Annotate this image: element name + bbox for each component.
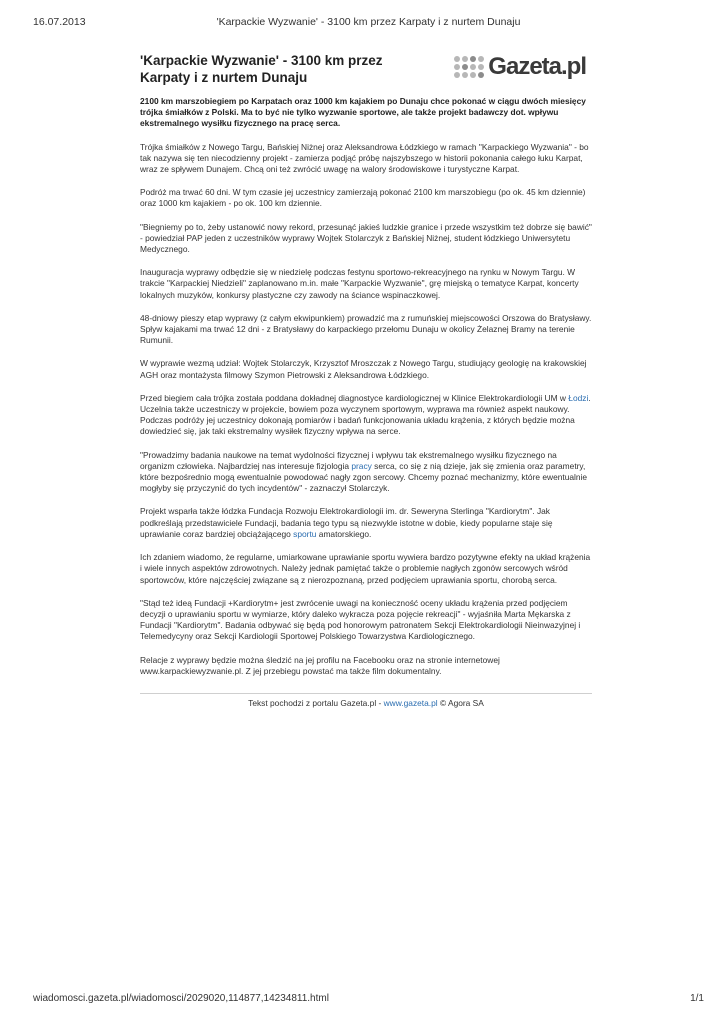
article-lead: 2100 km marszobiegiem po Karpatach oraz 1000 km kajakiem po Dunaju chce pokonać w ciągu dwóch miesięcy trójka śmiałków z Polski. Ma to być nie tylko wyzwanie sportowe, ale także projekt badawczy dot. wpływu ekstremalnego wysiłku fizycznego na pracę serca. bbox=[140, 96, 586, 129]
paragraph-8-text-a: "Prowadzimy badania naukowe na temat wydolności fizycznej i wpływu tak ekstremalnego wysiłku fizycznego na organizm człowieka. Najbardziej nas interesuje fizjologia bbox=[140, 449, 557, 471]
print-url: wiadomosci.gazeta.pl/wiadomosci/2029020,114877,14234811.html bbox=[33, 993, 329, 1004]
print-header bbox=[33, 16, 704, 30]
gazeta-logo bbox=[454, 53, 586, 81]
logo-dots-icon bbox=[454, 56, 484, 78]
paragraph-9 bbox=[140, 506, 592, 540]
paragraph-1: Trójka śmiałków z Nowego Targu, Bańskiej Niżnej oraz Aleksandrowa Łódzkiego w ramach "Karpackiego Wyzwania" - bo tak nazywa się ten niecodzienny projekt - zamierza podjąć próbę najszybszego w historii pokonania całego łuku Karpat, wraz ze spływem Dunajem. Chcą oni też zwrócić uwagę na walory środowiskowe i turystyczne Karpat. bbox=[140, 141, 589, 175]
source-box bbox=[140, 693, 592, 708]
paragraph-12: Relacje z wyprawy będzie można śledzić na jej profilu na Facebooku oraz na stronie internetowej www.karpackiewyzwanie.pl. Z jej przebiegu powstać ma także film dokumentalny. bbox=[140, 654, 500, 676]
paragraph-10: Ich zdaniem wiadomo, że regularne, umiarkowane uprawianie sportu wywiera bardzo pozytywne efekty na układ krążenia i wiele innych aspektów zdrowotnych. Należy jednak pamiętać także o problemie nagłych zgonów sercowych wśród sportowców, które najczęściej związane są z nierozpoznaną, przed podjęciem uprawiania sportu, chorobą serca. bbox=[140, 552, 591, 585]
article-header bbox=[140, 52, 592, 96]
gazeta-link[interactable]: www.gazeta.pl bbox=[383, 698, 438, 708]
logo-text: Gazeta.pl bbox=[488, 53, 586, 80]
link-sportu[interactable]: sportu bbox=[293, 528, 317, 539]
paragraph-5: 48-dniowy pieszy etap wyprawy (z całym ekwipunkiem) prowadzić ma z rumuńskiej miejscowości Orszowa do Bratysławy. Spływ kajakami ma trwać 12 dni - z Bratysławy do karpackiego przełomu Dunaju w okolicy Żelaznej Bramy na terenie Rumunii. bbox=[140, 312, 592, 346]
page-count: 1/1 bbox=[690, 993, 704, 1004]
paragraph-7-text-a: Przed biegiem cała trójka została poddana dokładnej diagnostyce kardiologicznej w Klinice Elektrokardiologii UM w bbox=[140, 392, 569, 403]
paragraph-11: "Stąd też ideą Fundacji +Kardiorytm+ jest zwrócenie uwagi na konieczność oceny układu krążenia przed podjęciem decyzji o uprawianiu sportu w wymiarze, który daleko wykracza poza pojęcie rekreacji" - wyjaśniła Marta Mękarska z Fundacji "Kardiorytm". Badania odbywać się będą pod honorowym patronatem Sekcji Elektrokardiologii Nieinwazyjnej i Telemedycyny oraz Sekcji Kardiologii Sportowej Polskiego Towarzystwa Kardiologicznego. bbox=[140, 597, 581, 642]
paragraph-3: "Biegniemy po to, żeby ustanowić nowy rekord, przesunąć jakieś ludzkie granice i przede wszystkim też dobrze się bawić" - powiedział PAP jeden z uczestników wyprawy Wojtek Stolarczyk z Bańskiej Niżnej, student łódzkiego Uniwersytetu Medycznego. bbox=[140, 221, 592, 255]
paragraph-9-text-a: Projekt wsparła także łódzka Fundacja Rozwoju Elektrokardiologii im. dr. Seweryna Sterlinga "Kardiorytm". Jak podkreślają przedstawiciele Fundacji, badania tego typu są niezwykle istotne w dobie, kiedy popularne staje się uprawianie coraz bardziej obciążającego bbox=[140, 506, 553, 539]
article-title: 'Karpackie Wyzwanie' - 3100 km przez Karpaty i z nurtem Dunaju bbox=[140, 53, 383, 85]
source-line bbox=[140, 698, 592, 708]
paragraph-6: W wyprawie wezmą udział: Wojtek Stolarczyk, Krzysztof Mroszczak z Nowego Targu, studiujący geologię na krakowskiej AGH oraz montażysta filmowy Szymon Pietrowski z Aleksandrowa Łódzkiego. bbox=[140, 358, 587, 380]
paragraph-7 bbox=[140, 393, 592, 438]
link-pracy[interactable]: pracy bbox=[351, 460, 372, 471]
paragraph-8-text-b: serca, co się z nią dzieje, jak się zmienia oraz parametry, które bezpośrednio mogą ewentualnie powodować nagły zgon sercowy. Chcemy poznać mechanizmy, które ewentualnie mogłyby się przyczynić do tych incydentów" - zaznaczył Stolarczyk. bbox=[140, 460, 588, 494]
print-footer bbox=[33, 993, 704, 1007]
paragraph-2: Podróż ma trwać 60 dni. W tym czasie jej uczestnicy zamierzają pokonać 2100 km marszobiegu (po ok. 45 km dziennie) oraz 1000 km kajakiem - po ok. 100 km dziennie. bbox=[140, 187, 586, 209]
source-suffix: © Agora SA bbox=[437, 698, 484, 708]
paragraph-9-text-b: amatorskiego. bbox=[316, 528, 372, 539]
paragraph-8 bbox=[140, 450, 592, 495]
paragraph-7-text-b: . Uczelnia także uczestniczy w projekcie, bowiem poza wyczynem sportowym, wyprawa ma również aspekt naukowy. Podczas podróży jej uczestnicy dokonają pomiarów i badań funkcjonowania układu krążenia, z których będzie można dowiedzieć się, jak taki ekstremalny wysiłek fizyczny wpływa na serce. bbox=[140, 392, 591, 437]
link-lodz[interactable]: Łodzi bbox=[568, 392, 589, 403]
print-date: 16.07.2013 bbox=[33, 16, 86, 28]
print-title: 'Karpackie Wyzwanie' - 3100 km przez Karpaty i z nurtem Dunaju bbox=[216, 16, 521, 28]
source-prefix: Tekst pochodzi z portalu Gazeta.pl - bbox=[248, 698, 384, 708]
article bbox=[140, 52, 592, 689]
paragraph-4: Inauguracja wyprawy odbędzie się w niedzielę podczas festynu sportowo-rekreacyjnego na rynku w Nowym Targu. W trakcie "Karpackiej Niedzieli" zaplanowano m.in. małe "Karpackie Wyzwanie", grę miejską o tematyce Karpat, koncerty lokalnych muzyków, konkursy plastyczne czy zawody na ściance wspinaczkowej. bbox=[140, 267, 579, 300]
